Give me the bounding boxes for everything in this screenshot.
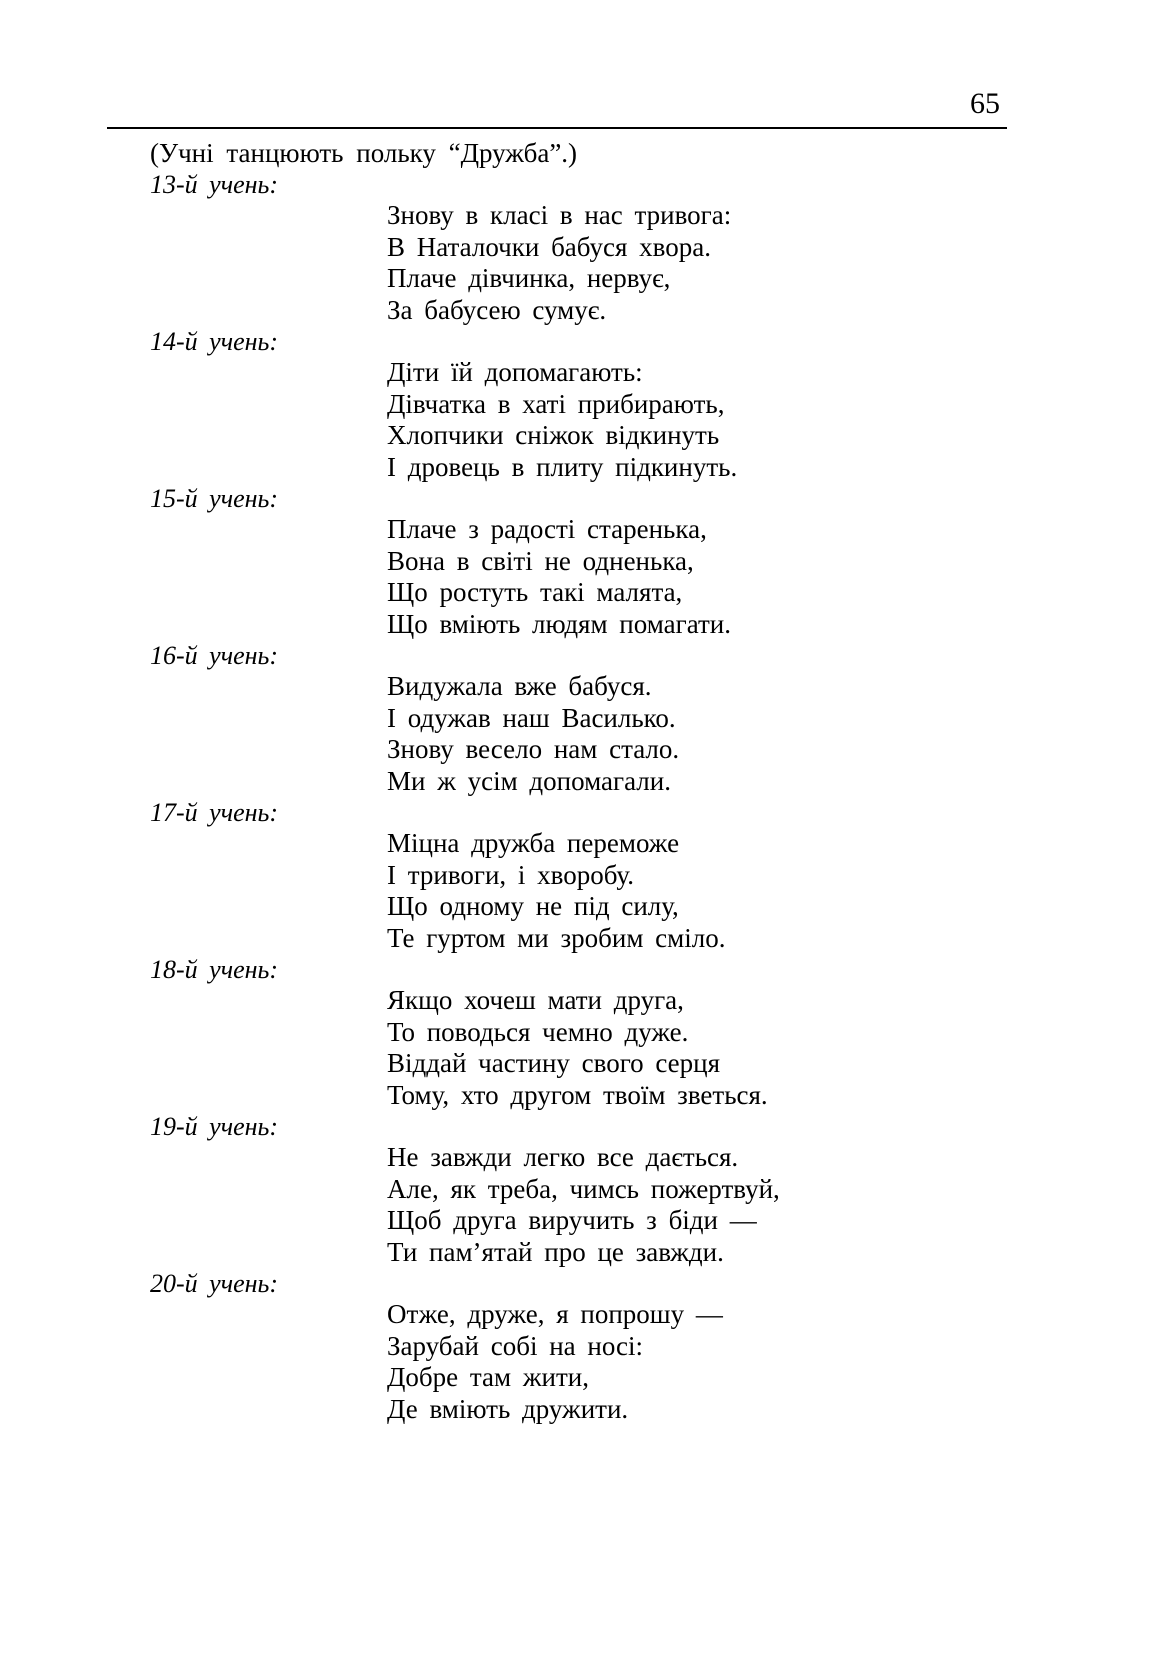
stanza bbox=[387, 671, 950, 797]
stanza bbox=[387, 200, 950, 326]
verse-line: Знову весело нам стало. bbox=[387, 734, 680, 764]
page-number: 65 bbox=[970, 87, 1000, 120]
verse-line: Вона в світі не одненька, bbox=[387, 545, 694, 576]
speaker-label: 17-й учень: bbox=[150, 798, 279, 827]
speech-block bbox=[150, 326, 950, 483]
verse-line: І дровець в плиту підкинуть. bbox=[387, 451, 738, 482]
speaker-label: 15-й учень: bbox=[150, 484, 279, 513]
verse-line: Ти пам’ятай про це завжди. bbox=[387, 1236, 724, 1267]
verse-line: Щоб друга виручить з біди — bbox=[387, 1205, 757, 1235]
verse-line: Отже, друже, я попрошу — bbox=[387, 1299, 723, 1329]
stanza bbox=[387, 828, 950, 954]
verse-line: Де вміють дружити. bbox=[387, 1393, 629, 1424]
verse-line: Що ростуть такі малята, bbox=[387, 577, 683, 607]
speech-block bbox=[150, 797, 950, 954]
verse-line: Що одному не під силу, bbox=[387, 891, 679, 921]
verse-line: І одужав наш Василько. bbox=[387, 702, 676, 733]
verse-line: Плаче з радості старенька, bbox=[387, 514, 707, 544]
poem-sections bbox=[150, 169, 950, 1425]
speech-block bbox=[150, 954, 950, 1111]
verse-line: Якщо хочеш мати друга, bbox=[387, 985, 684, 1015]
verse-line: За бабусею сумує. bbox=[387, 294, 607, 325]
verse-line: Ми ж усім допомагали. bbox=[387, 765, 671, 796]
speaker-label: 20-й учень: bbox=[150, 1269, 279, 1298]
speaker-label: 14-й учень: bbox=[150, 327, 279, 356]
speech-block bbox=[150, 1268, 950, 1425]
verse-line: Віддай частину свого серця bbox=[387, 1048, 721, 1078]
verse-line: Видужала вже бабуся. bbox=[387, 671, 652, 701]
verse-line: Що вміють людям помагати. bbox=[387, 608, 731, 639]
verse-line: Але, як треба, чимсь пожертвуй, bbox=[387, 1173, 780, 1204]
speech-block bbox=[150, 483, 950, 640]
stanza bbox=[387, 985, 950, 1111]
verse-line: Не завжди легко все дається. bbox=[387, 1142, 739, 1172]
verse-line: Зарубай собі на носі: bbox=[387, 1330, 643, 1361]
speech-block bbox=[150, 1111, 950, 1268]
speaker-label: 18-й учень: bbox=[150, 955, 279, 984]
verse-line: То поводься чемно дуже. bbox=[387, 1016, 689, 1047]
stage-direction: (Учні танцюють польку “Дружба”.) bbox=[150, 138, 578, 168]
speech-block bbox=[150, 640, 950, 797]
speech-block bbox=[150, 169, 950, 326]
speaker-label: 13-й учень: bbox=[150, 170, 279, 199]
verse-line: Плаче дівчинка, нервує, bbox=[387, 263, 671, 293]
verse-line: В Наталочки бабуся хвора. bbox=[387, 231, 711, 262]
stanza bbox=[387, 357, 950, 483]
poem-content bbox=[150, 137, 950, 1425]
verse-line: Хлопчики сніжок відкинуть bbox=[387, 420, 720, 450]
verse-line: Міцна дружба переможе bbox=[387, 828, 680, 858]
verse-line: Тому, хто другом твоїм зветься. bbox=[387, 1079, 768, 1110]
stanza bbox=[387, 514, 950, 640]
speaker-label: 19-й учень: bbox=[150, 1112, 279, 1141]
header-rule bbox=[107, 127, 1007, 129]
stanza bbox=[387, 1142, 950, 1268]
verse-line: Те гуртом ми зробим сміло. bbox=[387, 922, 726, 953]
verse-line: Знову в класі в нас тривога: bbox=[387, 200, 732, 230]
verse-line: Добре там жити, bbox=[387, 1362, 589, 1392]
verse-line: Дівчатка в хаті прибирають, bbox=[387, 388, 725, 419]
verse-line: Діти їй допомагають: bbox=[387, 357, 643, 387]
stanza bbox=[387, 1299, 950, 1425]
verse-line: І тривоги, і хворобу. bbox=[387, 859, 634, 890]
speaker-label: 16-й учень: bbox=[150, 641, 279, 670]
